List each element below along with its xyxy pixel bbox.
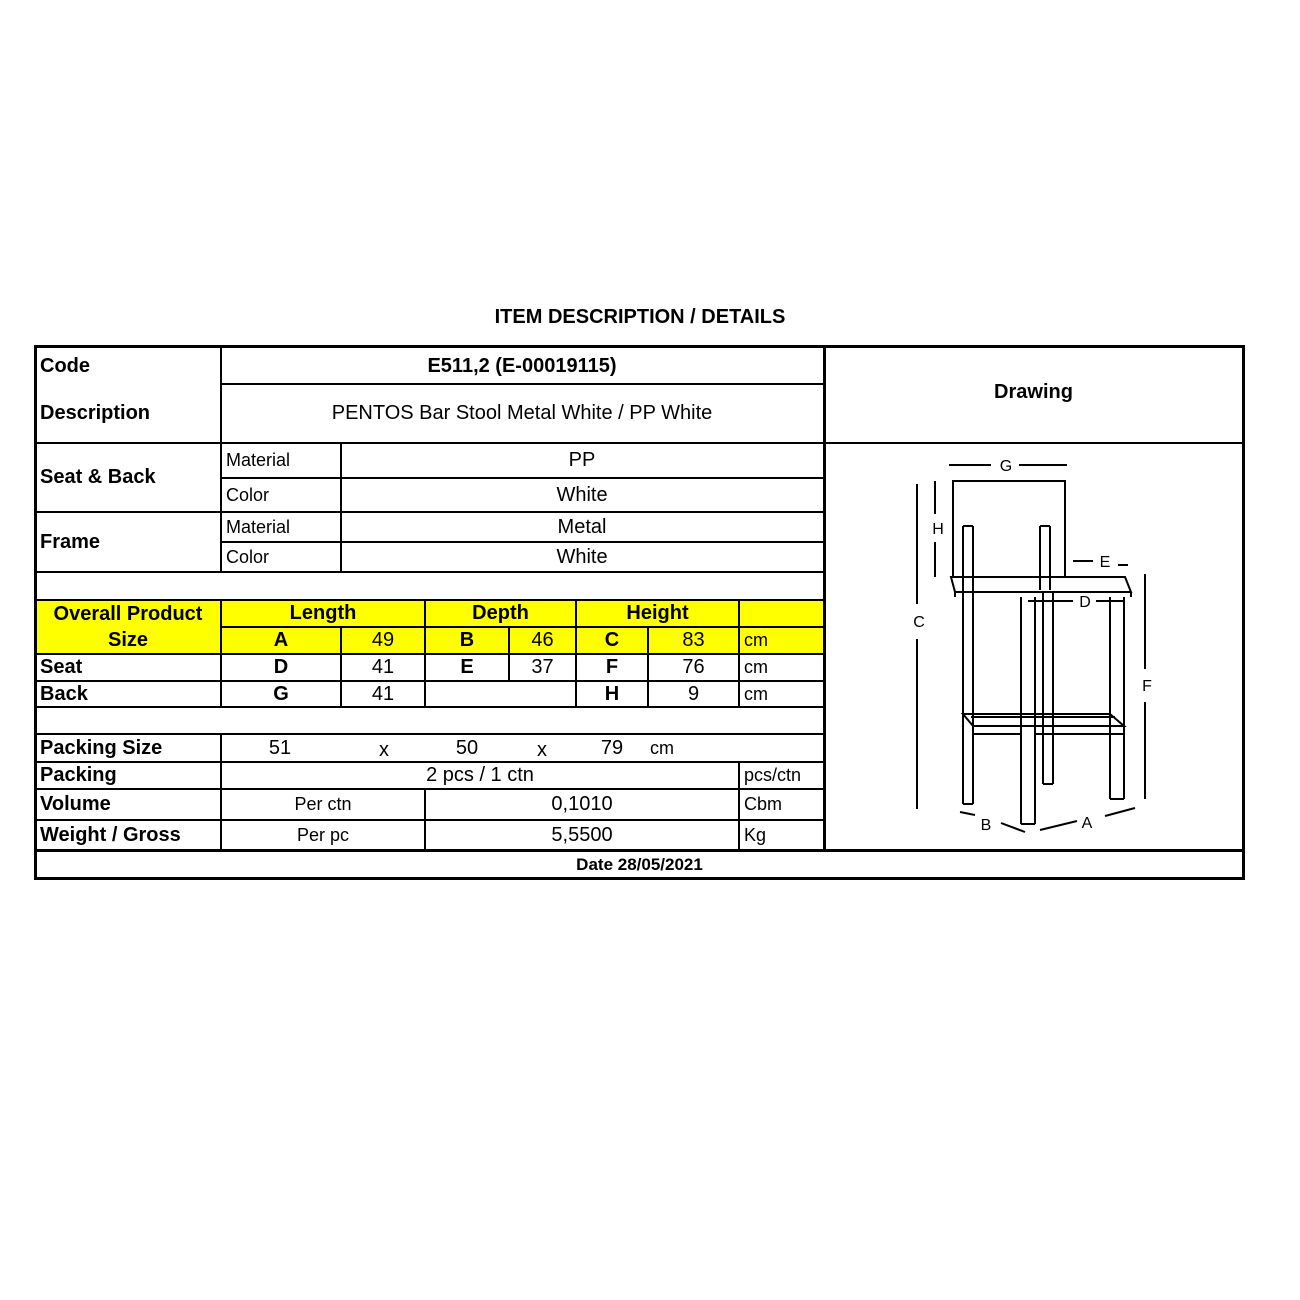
drawing-label: Drawing [994, 380, 1073, 403]
drawing-letter-g: G [999, 458, 1013, 475]
seat-e-letter: E [460, 656, 474, 678]
drawing-letter-b: B [980, 817, 992, 834]
description-value: PENTOS Bar Stool Metal White / PP White [331, 402, 713, 424]
packing-value: 2 pcs / 1 ctn [426, 764, 534, 786]
overall-c-letter: C [604, 629, 620, 651]
weight-unit: Kg [744, 824, 767, 845]
packing-size-length: 51 [268, 736, 292, 759]
volume-value: 0,1010 [551, 793, 613, 815]
seat-e-value: 37 [531, 656, 554, 678]
overall-c-value: 83 [682, 629, 705, 651]
packing-size-width: 50 [455, 736, 479, 759]
seat-d-letter: D [273, 656, 289, 678]
back-g-letter: G [273, 682, 289, 705]
back-unit: cm [744, 683, 768, 704]
volume-label: Volume [40, 793, 111, 815]
overall-unit: cm [744, 630, 768, 650]
drawing-letter-a: A [1081, 815, 1093, 832]
seat-back-material: PP [568, 449, 596, 471]
drawing-letter-d: D [1079, 594, 1091, 611]
back-h-value: 9 [687, 682, 700, 705]
volume-unit: Cbm [744, 794, 783, 814]
seat-unit: cm [744, 657, 768, 677]
length-header: Length [289, 602, 357, 624]
document-title: ITEM DESCRIPTION / DETAILS [494, 306, 786, 328]
code-label: Code [40, 354, 90, 377]
frame-label: Frame [40, 530, 101, 553]
weight-label: Weight / Gross [40, 823, 181, 846]
packing-size-x2: x [537, 738, 547, 761]
seat-back-material-label: Material [226, 450, 291, 470]
packing-unit: pcs/ctn [744, 765, 802, 785]
seat-d-value: 41 [371, 656, 395, 678]
packing-size-label: Packing Size [40, 736, 163, 759]
code-value: E511,2 (E-00019115) [427, 354, 617, 377]
outer-border [34, 345, 1245, 880]
back-g-value: 41 [371, 682, 395, 705]
size-label-line2: Size [107, 628, 149, 651]
seat-f-value: 76 [682, 656, 705, 678]
height-header: Height [626, 602, 689, 624]
size-label-line1: Overall Product [53, 603, 203, 625]
overall-b-letter: B [459, 629, 475, 651]
spec-sheet [34, 345, 1245, 880]
overall-a-letter: A [273, 629, 289, 651]
packing-label: Packing [40, 764, 117, 786]
back-label: Back [40, 682, 88, 705]
frame-material-label: Material [226, 516, 291, 537]
date-label: Date 28/05/2021 [576, 855, 703, 874]
drawing-letter-f: F [1142, 678, 1152, 695]
weight-per: Per pc [296, 824, 350, 845]
drawing-letter-e: E [1099, 554, 1111, 571]
description-label: Description [40, 402, 151, 424]
packing-size-x1: x [379, 738, 389, 761]
packing-size-unit: cm [650, 737, 674, 758]
packing-size-height: 79 [600, 736, 624, 759]
drawing-letter-c: C [913, 614, 925, 631]
seat-back-color: White [556, 483, 608, 506]
drawing-letter-h: H [932, 521, 944, 538]
seat-back-color-label: Color [226, 484, 270, 505]
back-h-letter: H [604, 682, 620, 705]
depth-header: Depth [472, 602, 529, 624]
seat-f-letter: F [605, 656, 619, 678]
overall-b-value: 46 [531, 629, 554, 651]
overall-a-value: 49 [371, 629, 395, 651]
frame-material: Metal [557, 515, 607, 538]
frame-color-label: Color [226, 546, 270, 567]
weight-value: 5,5500 [551, 823, 613, 846]
frame-color: White [556, 545, 608, 568]
seat-label: Seat [40, 656, 83, 678]
volume-per: Per ctn [294, 794, 352, 814]
seat-back-label: Seat & Back [40, 466, 156, 488]
